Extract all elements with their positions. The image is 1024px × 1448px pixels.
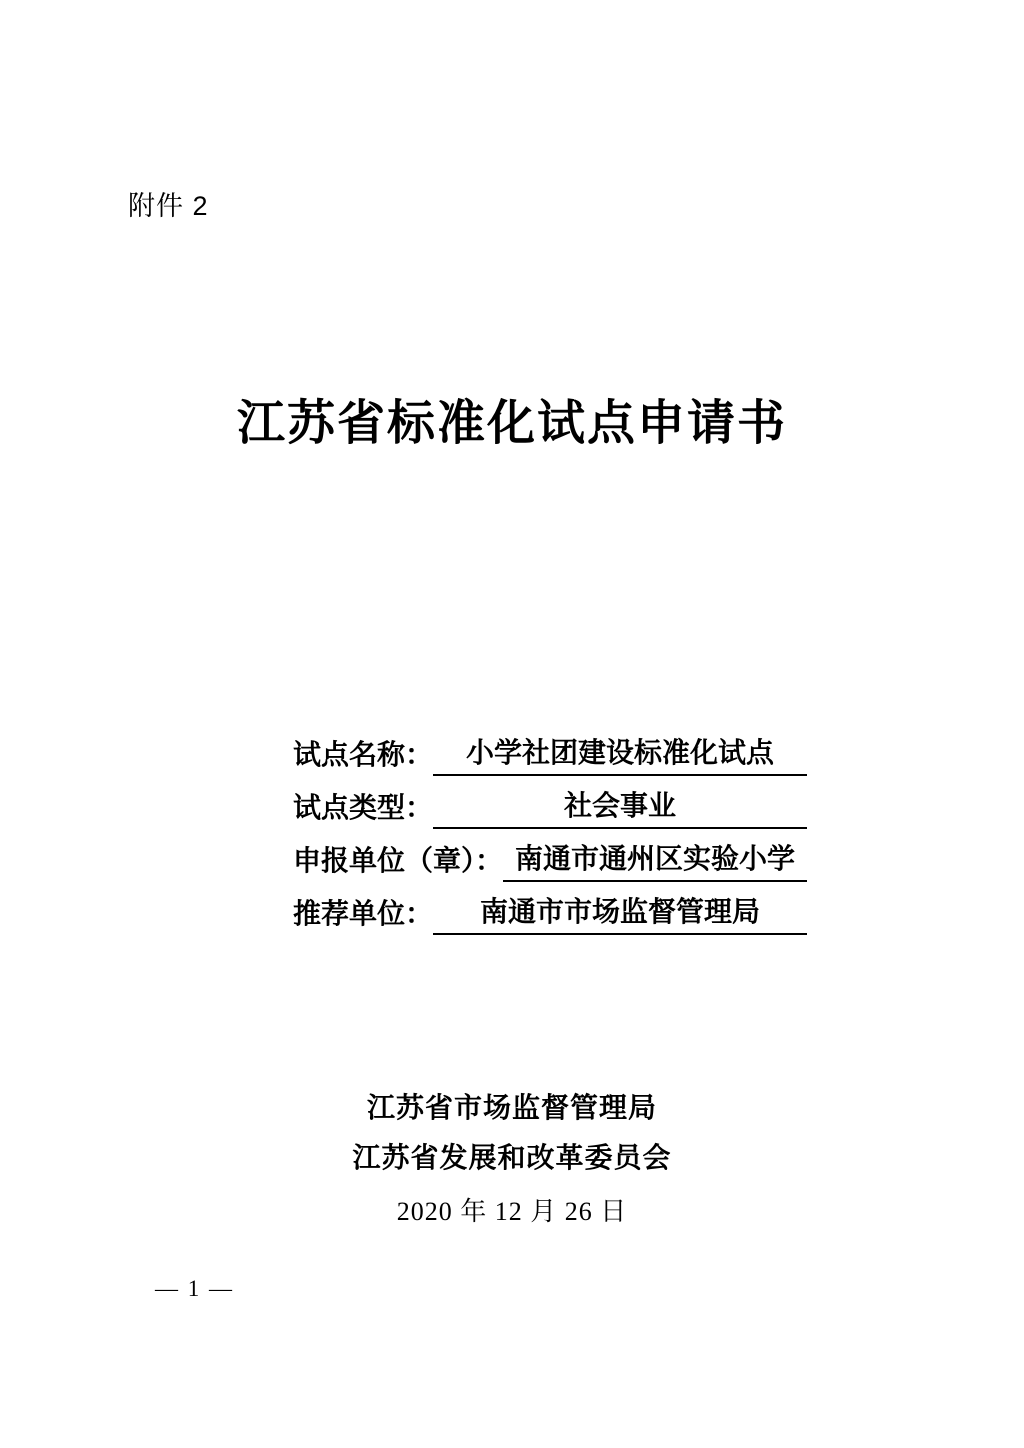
- applicant-unit-value: 南通市通州区实验小学: [503, 837, 807, 882]
- application-fields: [293, 736, 807, 948]
- issuer-development-reform: 江苏省发展和改革委员会: [352, 1142, 672, 1173]
- pilot-type-label: 试点类型：: [293, 792, 434, 823]
- pilot-name-label: 试点名称：: [293, 739, 434, 770]
- page-number: — 1 —: [155, 1276, 234, 1301]
- field-row-pilot-type: [293, 789, 807, 829]
- document-title: 江苏省标准化试点申请书: [236, 397, 787, 450]
- field-row-applicant-unit: [293, 842, 807, 882]
- attachment-label: 附件 2: [128, 191, 209, 221]
- applicant-unit-label: 申报单位（章）：: [293, 845, 504, 876]
- field-row-pilot-name: [293, 736, 807, 776]
- recommending-unit-value: 南通市市场监督管理局: [433, 890, 807, 935]
- field-row-recommending-unit: [293, 895, 807, 935]
- issue-date: 2020 年 12 月 26 日: [396, 1197, 628, 1226]
- recommending-unit-label: 推荐单位：: [293, 898, 434, 929]
- issuing-organizations: [0, 1091, 1024, 1228]
- issuer-market-regulation: 江苏省市场监督管理局: [366, 1092, 657, 1123]
- pilot-name-value: 小学社团建设标准化试点: [433, 731, 807, 776]
- pilot-type-value: 社会事业: [433, 784, 807, 829]
